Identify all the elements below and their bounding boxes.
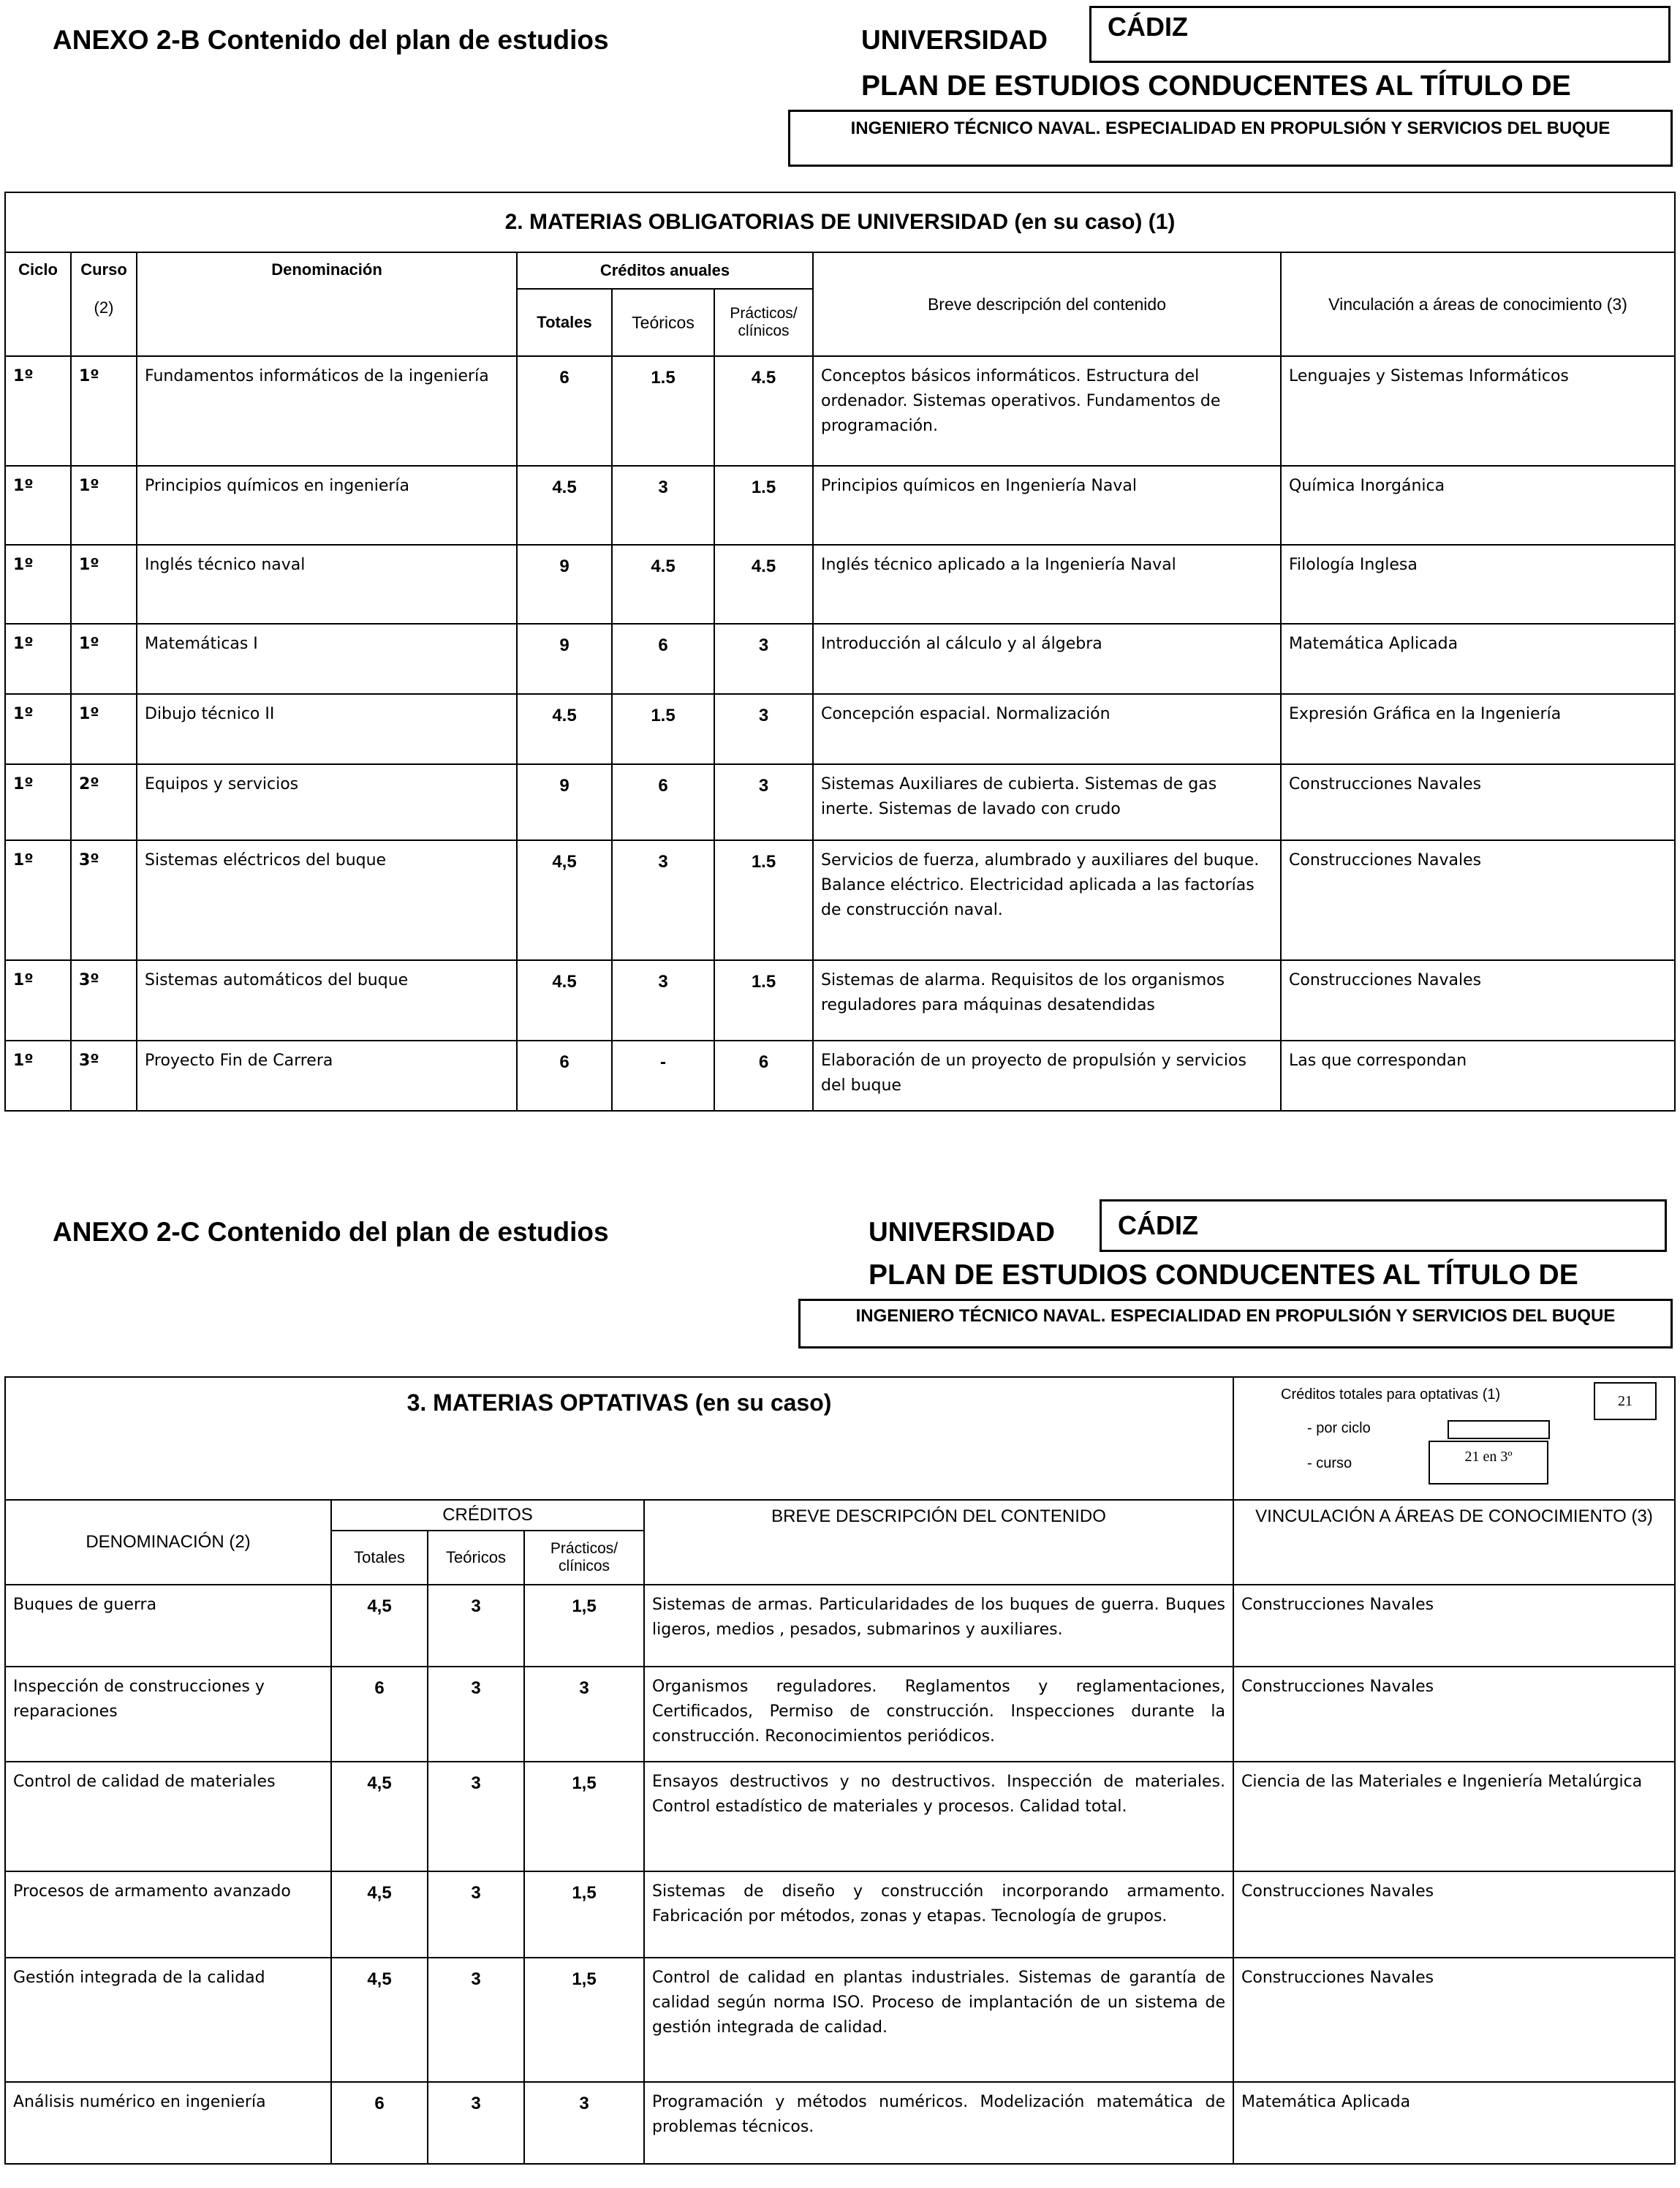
cell-practicos: 4.5 [714, 545, 813, 624]
cell-practicos: 6 [714, 1041, 813, 1111]
cell-descripcion: Concepción espacial. Normalización [813, 694, 1281, 764]
cell-totales: 4,5 [331, 1958, 428, 2082]
cell-totales: 4.5 [517, 960, 612, 1041]
cell-teoricos: - [612, 1041, 714, 1111]
cell-vinculacion: Matemática Aplicada [1281, 624, 1675, 694]
optativas-por-ciclo-label: - por ciclo [1307, 1420, 1371, 1436]
cell-vinculacion: Construcciones Navales [1233, 1958, 1675, 2082]
cell-curso: 1º [71, 356, 137, 466]
cell-vinculacion: Matemática Aplicada [1233, 2082, 1675, 2164]
header-curso-note: (2) [94, 298, 114, 317]
section-2-title: 2. MATERIAS OBLIGATORIAS DE UNIVERSIDAD (en su caso) (1) [5, 192, 1675, 252]
cell-ciclo: 1º [5, 960, 71, 1041]
cell-ciclo: 1º [5, 356, 71, 466]
cell-denominacion: Análisis numérico en ingeniería [5, 2082, 331, 2164]
table-row [5, 624, 1675, 694]
cell-denominacion: Equipos y servicios [137, 764, 517, 840]
optativas-curso-label: - curso [1307, 1455, 1352, 1471]
cell-denominacion: Fundamentos informáticos de la ingeniería [137, 356, 517, 466]
cell-totales: 4.5 [517, 694, 612, 764]
cell-denominacion: Sistemas eléctricos del buque [137, 840, 517, 960]
cell-ciclo: 1º [5, 1041, 71, 1111]
mandatory-subjects-table [4, 192, 1676, 1112]
cell-totales: 4,5 [517, 840, 612, 960]
cell-descripcion: Organismos reguladores. Reglamentos y reglamentaciones, Certificados, Permiso de construcción. Inspecciones durante la construcción. Reconocimientos periódicos. [644, 1667, 1233, 1762]
cell-denominacion: Inspección de construcciones y reparaciones [5, 1667, 331, 1762]
cell-curso: 1º [71, 624, 137, 694]
cell-descripcion: Elaboración de un proyecto de propulsión y servicios del buque [813, 1041, 1281, 1111]
cell-teoricos: 3 [612, 840, 714, 960]
cell-teoricos: 3 [612, 466, 714, 545]
cell-totales: 9 [517, 545, 612, 624]
cell-descripcion: Principios químicos en Ingeniería Naval [813, 466, 1281, 545]
header-creditos-anuales: Créditos anuales [517, 252, 813, 289]
cell-denominacion: Inglés técnico naval [137, 545, 517, 624]
cell-curso: 2º [71, 764, 137, 840]
header-denominacion: Denominación [137, 252, 517, 356]
cell-totales: 4,5 [331, 1585, 428, 1667]
cell-denominacion: Proyecto Fin de Carrera [137, 1041, 517, 1111]
cell-ciclo: 1º [5, 624, 71, 694]
header-practicos: Prácticos/ clínicos [714, 289, 813, 356]
cell-teoricos: 1.5 [612, 356, 714, 466]
cell-vinculacion: Filología Inglesa [1281, 545, 1675, 624]
table-row [5, 1667, 1675, 1762]
cell-curso: 3º [71, 960, 137, 1041]
header-curso [71, 252, 137, 356]
cell-denominacion: Principios químicos en ingeniería [137, 466, 517, 545]
table-row [5, 694, 1675, 764]
cell-descripcion: Control de calidad en plantas industriales. Sistemas de garantía de calidad según norma ISO. Proceso de implantación de un sistema de gestión integrada de calidad. [644, 1958, 1233, 2082]
cell-totales: 9 [517, 624, 612, 694]
header-teoricos: Teóricos [612, 289, 714, 356]
mandatory-subjects-body [5, 356, 1675, 1111]
table-row [5, 1871, 1675, 1958]
cell-practicos: 3 [524, 2082, 644, 2164]
table-row [5, 1762, 1675, 1871]
cell-descripcion: Sistemas de alarma. Requisitos de los organismos reguladores para máquinas desatendidas [813, 960, 1281, 1041]
optional-subjects-table [4, 1376, 1676, 2165]
annex-c-university-label: UNIVERSIDAD [869, 1217, 1055, 1247]
annex-c-title: ANEXO 2-C Contenido del plan de estudios [53, 1217, 609, 1247]
cell-curso: 1º [71, 466, 137, 545]
cell-descripcion: Sistemas Auxiliares de cubierta. Sistemas de gas inerte. Sistemas de lavado con crudo [813, 764, 1281, 840]
cell-ciclo: 1º [5, 840, 71, 960]
table-row [5, 356, 1675, 466]
cell-teoricos: 3 [612, 960, 714, 1041]
annex-b-university-value: CÁDIZ [1089, 6, 1670, 63]
header-practicos-c: Prácticos/ clínicos [524, 1531, 644, 1585]
cell-vinculacion: Lenguajes y Sistemas Informáticos [1281, 356, 1675, 466]
cell-denominacion: Sistemas automáticos del buque [137, 960, 517, 1041]
cell-practicos: 1,5 [524, 1762, 644, 1871]
cell-practicos: 3 [714, 764, 813, 840]
table-row [5, 1585, 1675, 1667]
cell-practicos: 1,5 [524, 1871, 644, 1958]
header-curso-label: Curso [80, 260, 127, 279]
header-creditos-c: CRÉDITOS [331, 1500, 644, 1531]
cell-ciclo: 1º [5, 694, 71, 764]
cell-vinculacion: Construcciones Navales [1233, 1585, 1675, 1667]
cell-denominacion: Procesos de armamento avanzado [5, 1871, 331, 1958]
section-3-title: 3. MATERIAS OPTATIVAS (en su caso) [5, 1377, 1233, 1500]
header-descripcion: Breve descripción del contenido [813, 252, 1281, 356]
cell-descripcion: Servicios de fuerza, alumbrado y auxiliares del buque. Balance eléctrico. Electricidad aplicada a las factorías de construcción naval. [813, 840, 1281, 960]
header-totales: Totales [517, 289, 612, 356]
cell-ciclo: 1º [5, 466, 71, 545]
annex-c-university-value: CÁDIZ [1100, 1199, 1667, 1252]
cell-curso: 3º [71, 840, 137, 960]
cell-practicos: 1,5 [524, 1958, 644, 2082]
cell-descripcion: Sistemas de armas. Particularidades de los buques de guerra. Buques ligeros, medios , pesados, submarinos y auxiliares. [644, 1585, 1233, 1667]
cell-descripcion: Ensayos destructivos y no destructivos. Inspección de materiales. Control estadístico de materiales y procesos. Calidad total. [644, 1762, 1233, 1871]
cell-vinculacion: Ciencia de las Materiales e Ingeniería Metalúrgica [1233, 1762, 1675, 1871]
optativas-credits-panel [1233, 1377, 1675, 1500]
cell-curso: 1º [71, 545, 137, 624]
cell-teoricos: 6 [612, 624, 714, 694]
cell-descripcion: Introducción al cálculo y al álgebra [813, 624, 1281, 694]
header-ciclo: Ciclo [5, 252, 71, 356]
table-row [5, 1041, 1675, 1111]
cell-curso: 1º [71, 694, 137, 764]
annex-c-plan-title: PLAN DE ESTUDIOS CONDUCENTES AL TÍTULO DE [869, 1259, 1578, 1291]
cell-teoricos: 4.5 [612, 545, 714, 624]
header-denominacion-c: DENOMINACIÓN (2) [5, 1500, 331, 1585]
cell-denominacion: Matemáticas I [137, 624, 517, 694]
cell-totales: 6 [331, 1667, 428, 1762]
header-vinculacion-c: VINCULACIÓN A ÁREAS DE CONOCIMIENTO (3) [1233, 1500, 1675, 1585]
table-row [5, 2082, 1675, 2164]
table-row [5, 764, 1675, 840]
cell-totales: 6 [517, 1041, 612, 1111]
cell-teoricos: 3 [428, 2082, 524, 2164]
cell-denominacion: Gestión integrada de la calidad [5, 1958, 331, 2082]
cell-teoricos: 3 [428, 1762, 524, 1871]
optional-subjects-body [5, 1585, 1675, 2164]
cell-ciclo: 1º [5, 764, 71, 840]
cell-practicos: 3 [714, 624, 813, 694]
cell-vinculacion: Construcciones Navales [1281, 764, 1675, 840]
cell-practicos: 3 [714, 694, 813, 764]
cell-teoricos: 3 [428, 1871, 524, 1958]
optativas-curso-value: 21 en 3º [1429, 1441, 1548, 1485]
annex-b-plan-title: PLAN DE ESTUDIOS CONDUCENTES AL TÍTULO DE [861, 70, 1571, 102]
table-row [5, 545, 1675, 624]
cell-denominacion: Buques de guerra [5, 1585, 331, 1667]
cell-vinculacion: Construcciones Navales [1281, 840, 1675, 960]
cell-teoricos: 3 [428, 1958, 524, 2082]
annex-c-degree: INGENIERO TÉCNICO NAVAL. ESPECIALIDAD EN PROPULSIÓN Y SERVICIOS DEL BUQUE [798, 1299, 1673, 1348]
cell-vinculacion: Construcciones Navales [1233, 1871, 1675, 1958]
cell-descripcion: Inglés técnico aplicado a la Ingeniería Naval [813, 545, 1281, 624]
optativas-total-value: 21 [1594, 1382, 1657, 1420]
annex-b-title: ANEXO 2-B Contenido del plan de estudios [53, 25, 609, 55]
cell-vinculacion: Construcciones Navales [1281, 960, 1675, 1041]
cell-vinculacion: Química Inorgánica [1281, 466, 1675, 545]
cell-totales: 6 [331, 2082, 428, 2164]
cell-denominacion: Control de calidad de materiales [5, 1762, 331, 1871]
header-vinculacion: Vinculación a áreas de conocimiento (3) [1281, 252, 1675, 356]
cell-practicos: 1.5 [714, 840, 813, 960]
cell-practicos: 4.5 [714, 356, 813, 466]
cell-descripcion: Conceptos básicos informáticos. Estructura del ordenador. Sistemas operativos. Fundamentos de programación. [813, 356, 1281, 466]
annex-b-degree: INGENIERO TÉCNICO NAVAL. ESPECIALIDAD EN PROPULSIÓN Y SERVICIOS DEL BUQUE [788, 110, 1673, 167]
cell-practicos: 1,5 [524, 1585, 644, 1667]
header-totales-c: Totales [331, 1531, 428, 1585]
cell-practicos: 3 [524, 1667, 644, 1762]
cell-curso: 3º [71, 1041, 137, 1111]
cell-practicos: 1.5 [714, 466, 813, 545]
header-teoricos-c: Teóricos [428, 1531, 524, 1585]
cell-descripcion: Sistemas de diseño y construcción incorporando armamento. Fabricación por métodos, zonas y etapas. Tecnología de grupos. [644, 1871, 1233, 1958]
header-descripcion-c: BREVE DESCRIPCIÓN DEL CONTENIDO [644, 1500, 1233, 1585]
table-row [5, 840, 1675, 960]
cell-totales: 4,5 [331, 1762, 428, 1871]
table-row [5, 1958, 1675, 2082]
cell-vinculacion: Expresión Gráfica en la Ingeniería [1281, 694, 1675, 764]
cell-practicos: 1.5 [714, 960, 813, 1041]
optativas-por-ciclo-value [1448, 1420, 1550, 1439]
optativas-total-label: Créditos totales para optativas (1) [1281, 1387, 1501, 1403]
cell-totales: 9 [517, 764, 612, 840]
cell-teoricos: 1.5 [612, 694, 714, 764]
cell-totales: 4,5 [331, 1871, 428, 1958]
cell-vinculacion: Construcciones Navales [1233, 1667, 1675, 1762]
table-row [5, 466, 1675, 545]
cell-teoricos: 3 [428, 1585, 524, 1667]
cell-teoricos: 3 [428, 1667, 524, 1762]
cell-descripcion: Programación y métodos numéricos. Modelización matemática de problemas técnicos. [644, 2082, 1233, 2164]
cell-vinculacion: Las que correspondan [1281, 1041, 1675, 1111]
cell-totales: 4.5 [517, 466, 612, 545]
table-row [5, 960, 1675, 1041]
cell-totales: 6 [517, 356, 612, 466]
annex-b-university-label: UNIVERSIDAD [861, 25, 1048, 55]
cell-teoricos: 6 [612, 764, 714, 840]
cell-ciclo: 1º [5, 545, 71, 624]
cell-denominacion: Dibujo técnico II [137, 694, 517, 764]
